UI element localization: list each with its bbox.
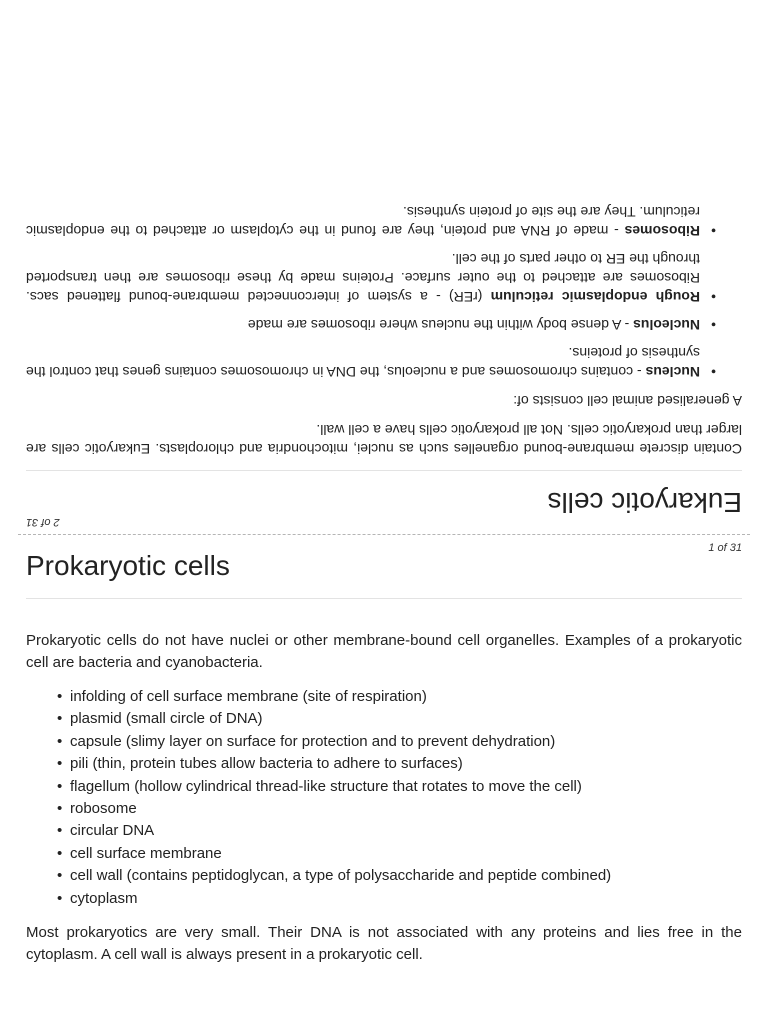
- list-item-text: capsule (slimy layer on surface for protection and to prevent dehydration): [70, 732, 556, 750]
- list-item: [26, 202, 716, 240]
- term-description: - A dense body within the nucleus where ribosomes are made: [247, 317, 634, 333]
- list-item-text: flagellum (hollow cylindrical thread-like structure that rotates to move the cell): [70, 777, 582, 795]
- list-item-text: cell wall (contains peptidoglycan, a type of polysaccharide and peptide combined): [70, 867, 612, 885]
- title-divider: [26, 470, 742, 471]
- bullet-icon: •: [57, 844, 63, 862]
- term-description: (rER) - a system of interconnected membrane-bound flattened sacs. Ribosomes are attached to the outer surface. Proteins made by these ribosomes are then transported through the ER to other parts of the cell.: [26, 251, 700, 305]
- section-body: [26, 193, 742, 458]
- bullet-icon: •: [57, 755, 63, 773]
- list-item-text: infolding of cell surface membrane (site of respiration): [70, 688, 427, 705]
- bullet-icon: •: [711, 317, 716, 333]
- intro-paragraph: Contain discrete membrane-bound organelles such as nuclei, mitochondria and chloroplasts. Eukaryotic cells are larger than prokaryotic cells. Not all prokaryotic cells have a cell wall.: [26, 422, 742, 457]
- list-item: [57, 776, 742, 798]
- lead-paragraph: A generalised animal cell consists of:: [513, 393, 742, 409]
- list-item: [57, 843, 742, 865]
- bullet-icon: •: [711, 364, 716, 380]
- list-item: [57, 798, 742, 820]
- list-item: [57, 888, 742, 910]
- list-item: [26, 249, 716, 306]
- term-label: Rough endoplasmic reticulum: [490, 289, 700, 305]
- term-label: Nucleus: [645, 364, 700, 380]
- term-label: Nucleolus: [633, 317, 700, 333]
- bullet-icon: •: [57, 800, 63, 818]
- list-item: [57, 820, 742, 842]
- bullet-icon: •: [57, 777, 63, 795]
- title-divider: [26, 598, 742, 599]
- page-counter: 1 of 31: [708, 542, 742, 554]
- intro-paragraph: Prokaryotic cells do not have nuclei or other membrane-bound cell organelles. Examples of a prokaryotic cell are bacteria and cyanobacteria.: [26, 632, 742, 671]
- section-body: [26, 630, 742, 966]
- section-title: Eukaryotic cells: [547, 487, 742, 518]
- list-item: [57, 865, 742, 887]
- card-separator: [18, 534, 750, 535]
- list-item-text: cell surface membrane: [70, 844, 222, 862]
- eukaryotic-card-content: [26, 0, 742, 534]
- list-item: [57, 686, 742, 708]
- bullet-icon: •: [57, 889, 63, 907]
- page-counter: 2 of 31: [26, 516, 60, 528]
- section-title: Prokaryotic cells: [26, 550, 230, 581]
- organelle-list: [26, 202, 742, 381]
- list-item-text: cytoplasm: [70, 889, 138, 907]
- list-item-text: pili (thin, protein tubes allow bacteria to adhere to surfaces): [70, 755, 463, 773]
- term-description: - contains chromosomes and a nucleolus, the DNA in chromosomes contains genes that control the synthesis of proteins.: [26, 345, 700, 380]
- list-item: [57, 708, 742, 730]
- list-item-text: robosome: [70, 800, 137, 818]
- list-item: [57, 731, 742, 753]
- list-item: [57, 753, 742, 775]
- outro-paragraph: Most prokaryotics are very small. Their DNA is not associated with any proteins and lies free in the cytoplasm. A cell wall is always present in a prokaryotic cell.: [26, 924, 742, 964]
- bullet-icon: •: [57, 867, 63, 885]
- bullet-icon: •: [57, 688, 63, 705]
- term-description: - made of RNA and protein, they are found in the cytoplasm or attached to the endoplasmic reticulum. They are the site of protein synthesis.: [26, 204, 700, 239]
- list-item: [26, 315, 716, 334]
- bullet-icon: •: [711, 223, 716, 239]
- list-item-text: plasmid (small circle of DNA): [70, 710, 263, 728]
- bullet-icon: •: [711, 289, 716, 305]
- bullet-icon: •: [57, 822, 63, 840]
- list-item: [26, 343, 716, 381]
- bullet-icon: •: [57, 710, 63, 728]
- term-label: Ribosomes: [624, 223, 700, 239]
- list-item-text: circular DNA: [70, 822, 155, 840]
- structure-list: [26, 686, 742, 910]
- bullet-icon: •: [57, 732, 63, 750]
